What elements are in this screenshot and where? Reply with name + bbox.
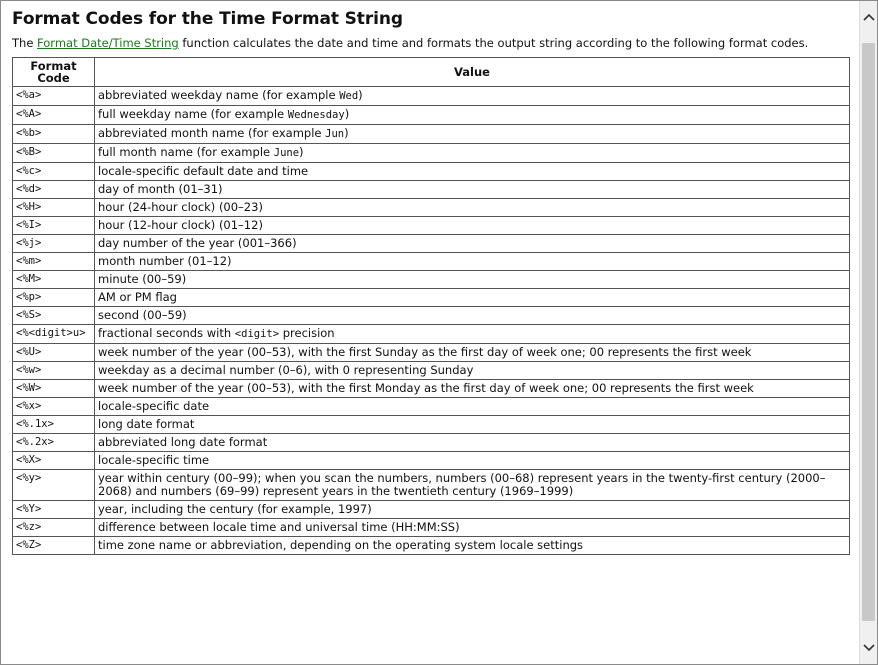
format-code-cell: <%I> — [13, 217, 95, 235]
chevron-down-icon[interactable] — [860, 632, 878, 664]
format-code-cell: <%B> — [13, 144, 95, 163]
value-text-suffix: ) — [299, 145, 304, 159]
table-row — [13, 253, 850, 271]
format-code-cell: <%p> — [13, 289, 95, 307]
value-text: month number (01–12) — [98, 254, 232, 268]
format-code-cell: <%a> — [13, 87, 95, 106]
value-text: day of month (01–31) — [98, 182, 223, 196]
value-text: week number of the year (00–53), with the first Monday as the first day of week one; 00 represents the first week — [98, 381, 754, 395]
format-code-cell: <%S> — [13, 307, 95, 325]
format-code-cell: <%M> — [13, 271, 95, 289]
table-row — [13, 325, 850, 344]
table-row — [13, 344, 850, 362]
value-cell — [95, 163, 850, 181]
format-code-cell: <%X> — [13, 452, 95, 470]
format-code-cell: <%W> — [13, 380, 95, 398]
value-text-suffix: ) — [344, 126, 349, 140]
value-text: difference between locale time and universal time (HH:MM:SS) — [98, 520, 460, 534]
table-row — [13, 106, 850, 125]
value-cell — [95, 434, 850, 452]
value-cell — [95, 501, 850, 519]
value-example: Wednesday — [287, 109, 345, 121]
value-text: locale-specific default date and time — [98, 164, 309, 178]
value-cell — [95, 253, 850, 271]
format-code-cell: <%.1x> — [13, 416, 95, 434]
value-text: full weekday name (for example — [98, 107, 288, 121]
table-row — [13, 398, 850, 416]
table-row — [13, 163, 850, 181]
intro-prefix: The — [12, 36, 38, 50]
value-text: weekday as a decimal number (0–6), with 0 representing Sunday — [98, 363, 474, 377]
value-text: abbreviated month name (for example — [98, 126, 326, 140]
value-cell — [95, 325, 850, 344]
format-code-cell: <%m> — [13, 253, 95, 271]
table-row — [13, 144, 850, 163]
value-cell — [95, 307, 850, 325]
format-code-cell: <%H> — [13, 199, 95, 217]
format-code-cell: <%j> — [13, 235, 95, 253]
value-cell — [95, 380, 850, 398]
value-text: day number of the year (001–366) — [98, 236, 297, 250]
value-example: June — [273, 147, 300, 159]
value-cell — [95, 271, 850, 289]
value-cell — [95, 181, 850, 199]
value-example: Jun — [325, 128, 345, 140]
value-text: second (00–59) — [98, 308, 187, 322]
chevron-up-icon[interactable] — [860, 1, 878, 33]
value-text: year, including the century (for example, 1997) — [98, 502, 372, 516]
table-row — [13, 271, 850, 289]
format-code-cell: <%A> — [13, 106, 95, 125]
value-cell — [95, 217, 850, 235]
format-code-cell: <%Z> — [13, 537, 95, 555]
table-row — [13, 380, 850, 398]
format-code-cell: <%.2x> — [13, 434, 95, 452]
intro-suffix: function calculates the date and time and formats the output string according to the following format codes. — [178, 36, 809, 50]
table-row — [13, 452, 850, 470]
format-code-cell: <%z> — [13, 519, 95, 537]
table-row — [13, 470, 850, 501]
value-text: locale-specific date — [98, 399, 210, 413]
value-text: minute (00–59) — [98, 272, 187, 286]
format-code-cell: <%c> — [13, 163, 95, 181]
vertical-scrollbar[interactable] — [859, 1, 878, 664]
table-row — [13, 434, 850, 452]
value-text-suffix: ) — [344, 107, 350, 121]
table-row — [13, 181, 850, 199]
value-cell — [95, 416, 850, 434]
header-value: Value — [95, 58, 850, 87]
table-row — [13, 362, 850, 380]
value-cell — [95, 344, 850, 362]
value-cell — [95, 452, 850, 470]
page-title: Format Codes for the Time Format String — [12, 9, 403, 29]
value-cell — [95, 199, 850, 217]
value-text: year within century (00–99); when you scan the numbers, numbers (00–68) represent years in the twenty-first century (2000–2068) and numbers (69–99) represent years in the twentieth century (1969–1999) — [98, 471, 826, 498]
value-text-suffix: ) — [358, 88, 363, 102]
format-code-cell: <%w> — [13, 362, 95, 380]
value-cell — [95, 289, 850, 307]
format-codes-table — [12, 57, 850, 555]
format-code-cell: <%y> — [13, 470, 95, 501]
value-text: hour (12-hour clock) (01–12) — [98, 218, 263, 232]
value-cell — [95, 87, 850, 106]
format-code-cell: <%b> — [13, 125, 95, 144]
value-example: Wed — [339, 90, 359, 102]
format-code-cell: <%x> — [13, 398, 95, 416]
value-cell — [95, 235, 850, 253]
header-format-code: Format Code — [13, 58, 95, 87]
value-text: locale-specific time — [98, 453, 210, 467]
value-text: AM or PM flag — [98, 290, 177, 304]
table-row — [13, 289, 850, 307]
value-text: abbreviated long date format — [98, 435, 268, 449]
table-row — [13, 416, 850, 434]
table-row — [13, 87, 850, 106]
value-text: hour (24-hour clock) (00–23) — [98, 200, 263, 214]
format-code-cell: <%<digit>u> — [13, 325, 95, 344]
format-date-time-link[interactable]: Format Date/Time String — [37, 36, 179, 50]
value-cell — [95, 470, 850, 501]
value-cell — [95, 125, 850, 144]
format-code-cell: <%Y> — [13, 501, 95, 519]
value-cell — [95, 144, 850, 163]
value-text: abbreviated weekday name (for example — [98, 88, 340, 102]
table-row — [13, 199, 850, 217]
value-cell — [95, 106, 850, 125]
format-code-cell: <%U> — [13, 344, 95, 362]
table-row — [13, 519, 850, 537]
value-cell — [95, 519, 850, 537]
table-row — [13, 537, 850, 555]
help-content — [1, 1, 859, 664]
value-text: fractional seconds with — [98, 326, 235, 340]
value-text: full month name (for example — [98, 145, 274, 159]
value-cell — [95, 362, 850, 380]
scrollbar-thumb[interactable] — [862, 43, 875, 621]
value-cell — [95, 537, 850, 555]
format-code-cell: <%d> — [13, 181, 95, 199]
value-text: week number of the year (00–53), with the first Sunday as the first day of week one; 00 represents the first week — [98, 345, 752, 359]
value-cell — [95, 398, 850, 416]
intro-paragraph — [12, 36, 852, 50]
value-text: long date format — [98, 417, 195, 431]
value-example: <digit> — [234, 328, 280, 340]
table-header-row — [13, 58, 850, 87]
table-row — [13, 501, 850, 519]
value-text-suffix: precision — [279, 326, 335, 340]
table-row — [13, 235, 850, 253]
value-text: time zone name or abbreviation, depending on the operating system locale settings — [98, 538, 584, 552]
table-row — [13, 125, 850, 144]
table-row — [13, 307, 850, 325]
table-row — [13, 217, 850, 235]
